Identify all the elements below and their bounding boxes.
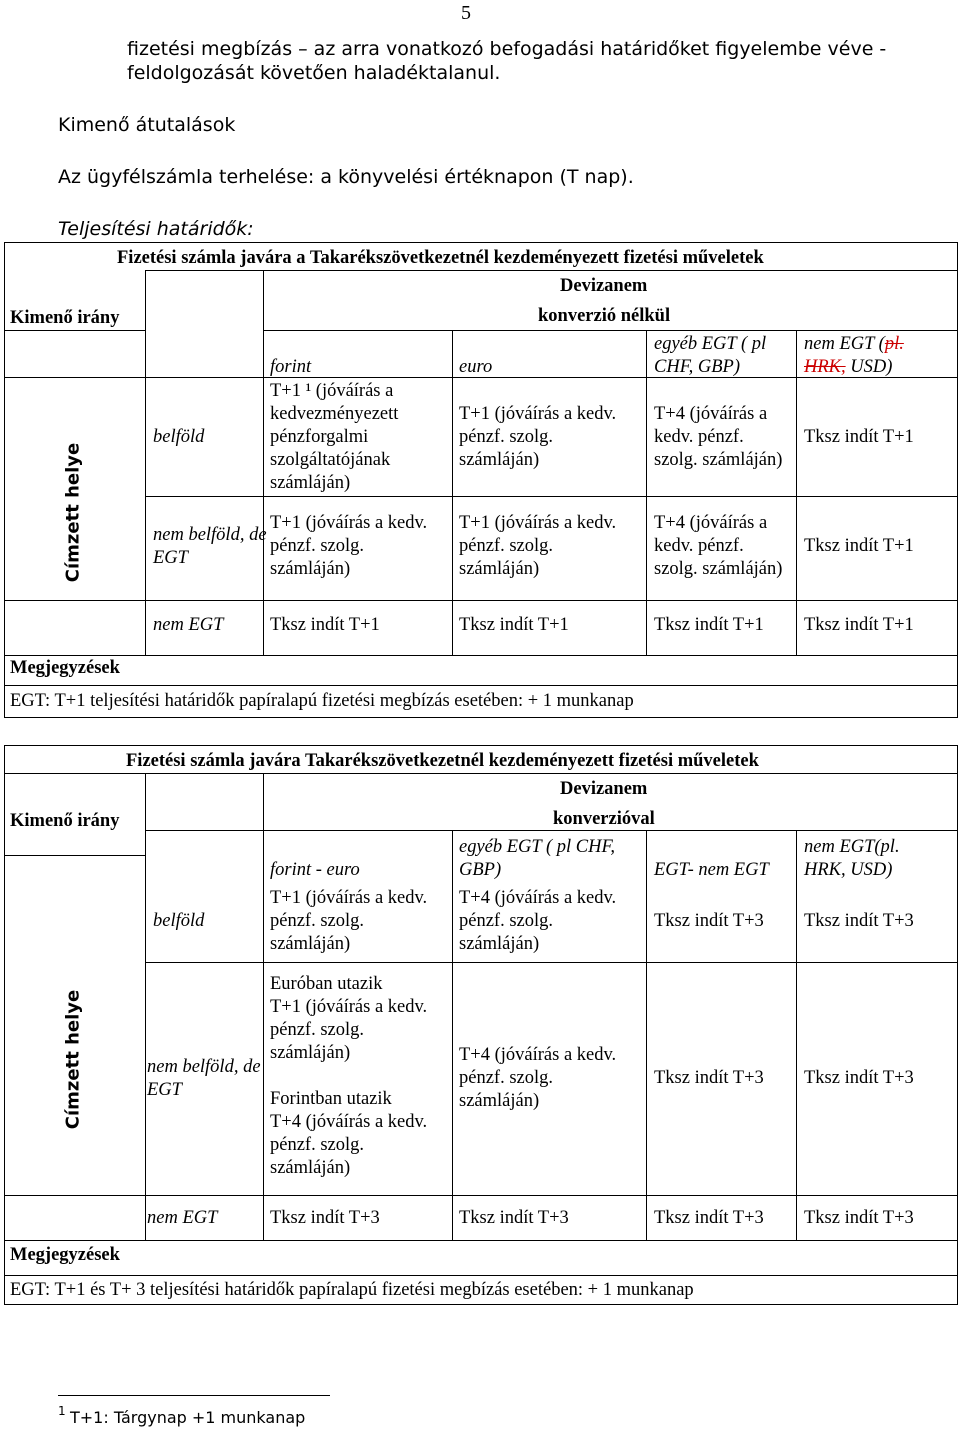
table-2-row-1-nonegt: Tksz indít T+3 [804,911,914,931]
table-2-row-1-fe: T+1 (jóváírás a kedv. pénzf. szolg. számláján) [270,888,428,954]
table-2-row-3-egtne: Tksz indít T+3 [654,1208,764,1228]
table-1-row-3-label: nem EGT [153,615,224,635]
table-1-col-forint: forint [270,357,312,377]
table-1-row-2-nonegt: Tksz indít T+1 [804,536,914,556]
debit-text: Az ügyfélszámla terhelése: a könyvelési értéknapon (T nap). [58,166,634,188]
table-2-col-other-egt: egyéb EGT ( pl CHF, GBP) [459,837,616,880]
table-2-subheader: konverzióval [553,809,655,829]
table-2-row-3-fe: Tksz indít T+3 [270,1208,380,1228]
footnote-text: T+1: Tárgynap +1 munkanap [70,1408,306,1427]
table-1-recipient: Címzett helye [62,442,84,583]
deadlines-title: Teljesítési határidők: [58,218,254,240]
table-2-col-egt-nonegt: EGT- nem EGT [654,860,769,880]
footnote-mark: 1 [58,1404,66,1418]
table-1-row-3-euro: Tksz indít T+1 [459,615,569,635]
table-1-row-3-nonegt: Tksz indít T+1 [804,615,914,635]
table-2-row-1-other: T+4 (jóváírás a kedv. pénzf. szolg. számláján) [459,888,617,954]
table-1-notes-label: Megjegyzések [10,658,120,678]
table-1-row-1-label: belföld [153,427,205,447]
table-1-row-3-other: Tksz indít T+1 [654,615,764,635]
table-2-devizanem: Devizanem [560,779,648,799]
table-2-row-2-other: T+4 (jóváírás a kedv. pénzf. szolg. számláján) [459,1045,617,1111]
table-1-title: Fizetési számla javára a Takarékszövetkezetnél kezdeményezett fizetési műveletek [117,248,764,268]
table-1-row-2-label: nem belföld, de EGT [153,525,267,568]
table-1-row-1-other: T+4 (jóváírás a kedv. pénzf. szolg. számláján) [654,404,783,470]
section-title: Kimenő átutalások [58,114,236,136]
table-2-row-3-nonegt: Tksz indít T+3 [804,1208,914,1228]
table-1-note: EGT: T+1 teljesítési határidők papíralapú fizetési megbízás esetében: + 1 munkanap [10,691,634,711]
table-1-col-euro: euro [459,357,493,377]
table-2-row-1-label: belföld [153,911,205,931]
table-2-recipient: Címzett helye [62,989,84,1130]
table-1-row-1-forint: T+1 ¹ (jóváírás a kedvezményezett pénzforgalmi szolgáltatójának számláján) [270,381,399,493]
table-1-row-1-nonegt: Tksz indít T+1 [804,427,914,447]
table-1-row-3-forint: Tksz indít T+1 [270,615,380,635]
table-1-subheader: konverzió nélkül [538,306,671,326]
footnote-separator [58,1395,330,1396]
table-2-row-3-other: Tksz indít T+3 [459,1208,569,1228]
table-2-title: Fizetési számla javára Takarékszövetkezetnél kezdeményezett fizetési műveletek [126,751,759,771]
table-2-row-2-nonegt: Tksz indít T+3 [804,1068,914,1088]
table-1-col-non-egt: nem EGT (pl. HRK, USD) [804,334,904,377]
intro-line-1: fizetési megbízás – az arra vonatkozó befogadási határidőket figyelembe véve - [127,38,887,60]
table-1-row-2-other: T+4 (jóváírás a kedv. pénzf. szolg. számláján) [654,513,783,579]
intro-line-2: feldolgozását követően haladéktalanul. [127,62,501,84]
table-1-row-2-euro: T+1 (jóváírás a kedv. pénzf. szolg. számláján) [459,513,617,579]
table-2-row-2-egtne: Tksz indít T+3 [654,1068,764,1088]
table-1-row-2-forint: T+1 (jóváírás a kedv. pénzf. szolg. számláján) [270,513,428,579]
table-2-notes-label: Megjegyzések [10,1245,120,1265]
table-2-note: EGT: T+1 és T+ 3 teljesítési határidők papíralapú fizetési megbízás esetében: + 1 munkanap [10,1280,694,1300]
table-1-direction: Kimenő irány [10,308,120,328]
table-2-row-2-fe: Euróban utazik T+1 (jóváírás a kedv. pénzf. szolg. számláján) Forintban utazik T+4 (jóváírás a kedv. pénzf. szolg. számláján) [270,974,428,1178]
table-1-devizanem: Devizanem [560,276,648,296]
table-2-row-1-egtne: Tksz indít T+3 [654,911,764,931]
table-2-row-2-label: nem belföld, de EGT [147,1057,261,1100]
table-2-col-nonegt: nem EGT(pl. HRK, USD) [804,837,900,880]
table-2-col-forint-euro: forint - euro [270,860,360,880]
table-2-direction: Kimenő irány [10,811,120,831]
page-number: 5 [461,2,471,24]
table-2-row-3-label: nem EGT [147,1208,218,1228]
table-1-col-other-egt: egyéb EGT ( pl CHF, GBP) [654,334,767,377]
table-1-row-1-euro: T+1 (jóváírás a kedv. pénzf. szolg. számláján) [459,404,617,470]
